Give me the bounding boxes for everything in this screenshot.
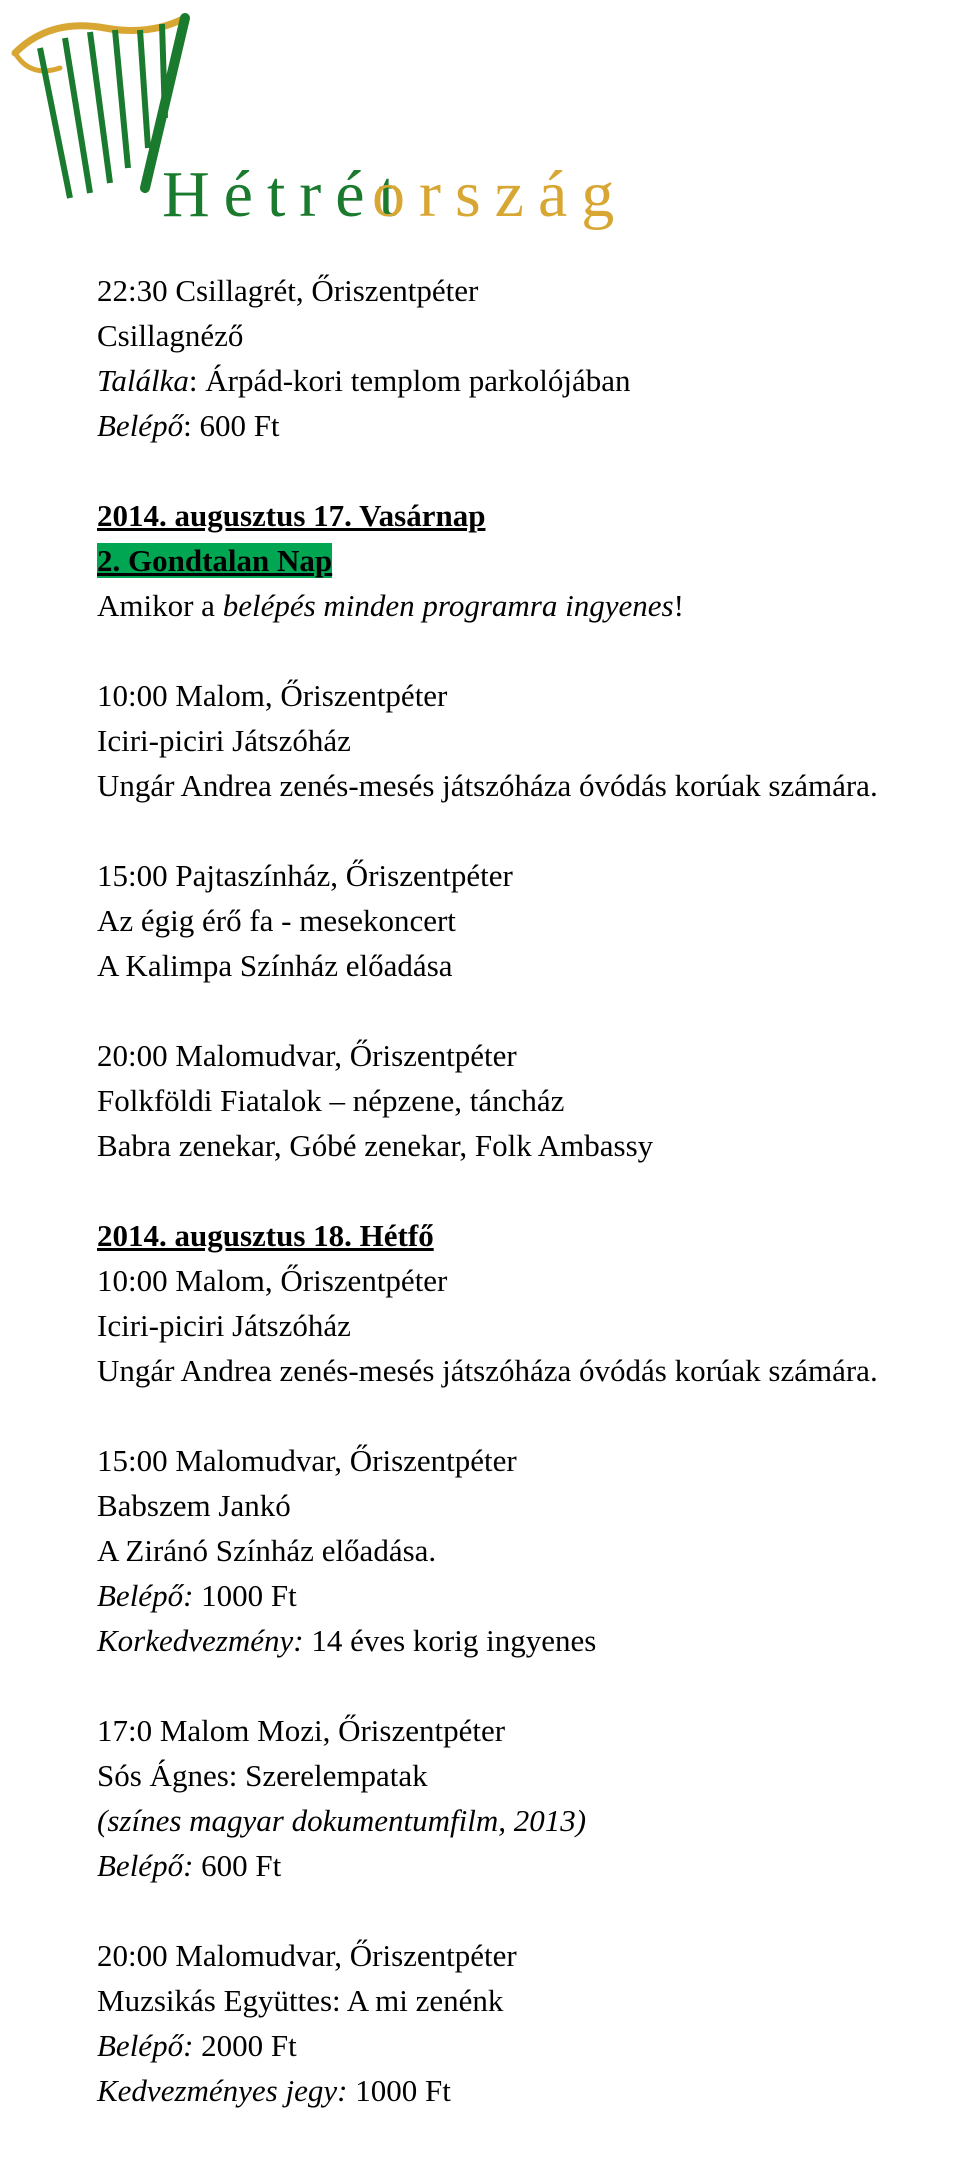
event-meeting — [97, 358, 957, 403]
entry-value: 1000 Ft — [193, 1578, 297, 1613]
event-entry — [97, 403, 957, 448]
event-time-place: 10:00 Malom, Őriszentpéter — [97, 678, 448, 713]
event-time-place: 17:0 Malom Mozi, Őriszentpéter — [97, 1713, 506, 1748]
event-discount — [97, 1618, 957, 1663]
event-desc: Babra zenekar, Góbé zenekar, Folk Ambassy — [97, 1128, 654, 1163]
entry-label: Belépő: — [97, 1848, 194, 1883]
event-title: Iciri-piciri Játszóház — [97, 723, 351, 758]
event-entry — [97, 1573, 957, 1618]
event-ticket — [97, 2068, 957, 2113]
logo-wordmark-green: Hétrét — [162, 158, 411, 231]
event-desc: Ungár Andrea zenés-mesés játszóháza óvódás korúak számára. — [97, 1353, 878, 1388]
event-time-place: 20:00 Malomudvar, Őriszentpéter — [97, 1938, 517, 1973]
day-heading — [97, 493, 957, 538]
program-document — [97, 268, 957, 2113]
day-note-post: ! — [673, 588, 684, 623]
event-title: Folkföldi Fiatalok – népzene, táncház — [97, 1083, 565, 1118]
harp-logo-icon — [10, 8, 629, 231]
day-note — [97, 583, 957, 628]
day-note-pre: Amikor a — [97, 588, 223, 623]
meeting-label: Találka — [97, 363, 189, 398]
event-desc: A Kalimpa Színház előadása — [97, 948, 453, 983]
entry-value: 600 Ft — [193, 1848, 282, 1883]
ticket-label: Kedvezményes jegy: — [97, 2073, 348, 2108]
day-highlight — [97, 538, 957, 583]
day-heading-text: 2014. augusztus 17. Vasárnap — [97, 498, 486, 533]
entry-value: : 600 Ft — [183, 408, 280, 443]
event-title: Iciri-piciri Játszóház — [97, 1308, 351, 1343]
event-title: Sós Ágnes: Szerelempatak — [97, 1758, 428, 1793]
event-title: Az égig érő fa - mesekoncert — [97, 903, 456, 938]
meeting-value: : Árpád-kori templom parkolójában — [188, 363, 631, 398]
ticket-value: 1000 Ft — [347, 2073, 451, 2108]
entry-label: Belépő — [97, 408, 184, 443]
event-time-place: 15:00 Pajtaszínház, Őriszentpéter — [97, 858, 513, 893]
entry-label: Belépő: — [97, 1578, 194, 1613]
event-title: Muzsikás Együttes: A mi zenénk — [97, 1983, 504, 2018]
hetretorszag-logo — [10, 8, 629, 231]
event-time-place: 20:00 Malomudvar, Őriszentpéter — [97, 1038, 517, 1073]
event-time-place: 10:00 Malom, Őriszentpéter — [97, 1263, 448, 1298]
day-highlight-text: 2. Gondtalan Nap — [97, 543, 333, 578]
day-heading — [97, 1213, 957, 1258]
logo-wordmark-gold: ország — [372, 158, 629, 231]
day-heading-text: 2014. augusztus 18. Hétfő — [97, 1218, 434, 1253]
entry-value: 2000 Ft — [193, 2028, 297, 2063]
event-time-place: 15:00 Malomudvar, Őriszentpéter — [97, 1443, 517, 1478]
event-note — [97, 1798, 957, 1843]
event-desc: Ungár Andrea zenés-mesés játszóháza óvódás korúak számára. — [97, 768, 878, 803]
event-entry — [97, 2023, 957, 2068]
event-note-text: (színes magyar dokumentumfilm, 2013) — [97, 1803, 587, 1838]
event-time-place: 22:30 Csillagrét, Őriszentpéter — [97, 273, 479, 308]
discount-label: Korkedvezmény: — [97, 1623, 304, 1658]
day-note-emphasis: belépés minden programra ingyenes — [222, 588, 674, 623]
event-entry — [97, 1843, 957, 1888]
discount-value: 14 éves korig ingyenes — [303, 1623, 597, 1658]
event-desc: A Ziránó Színház előadása. — [97, 1533, 437, 1568]
entry-label: Belépő: — [97, 2028, 194, 2063]
event-title: Csillagnéző — [97, 318, 244, 353]
event-title: Babszem Jankó — [97, 1488, 291, 1523]
